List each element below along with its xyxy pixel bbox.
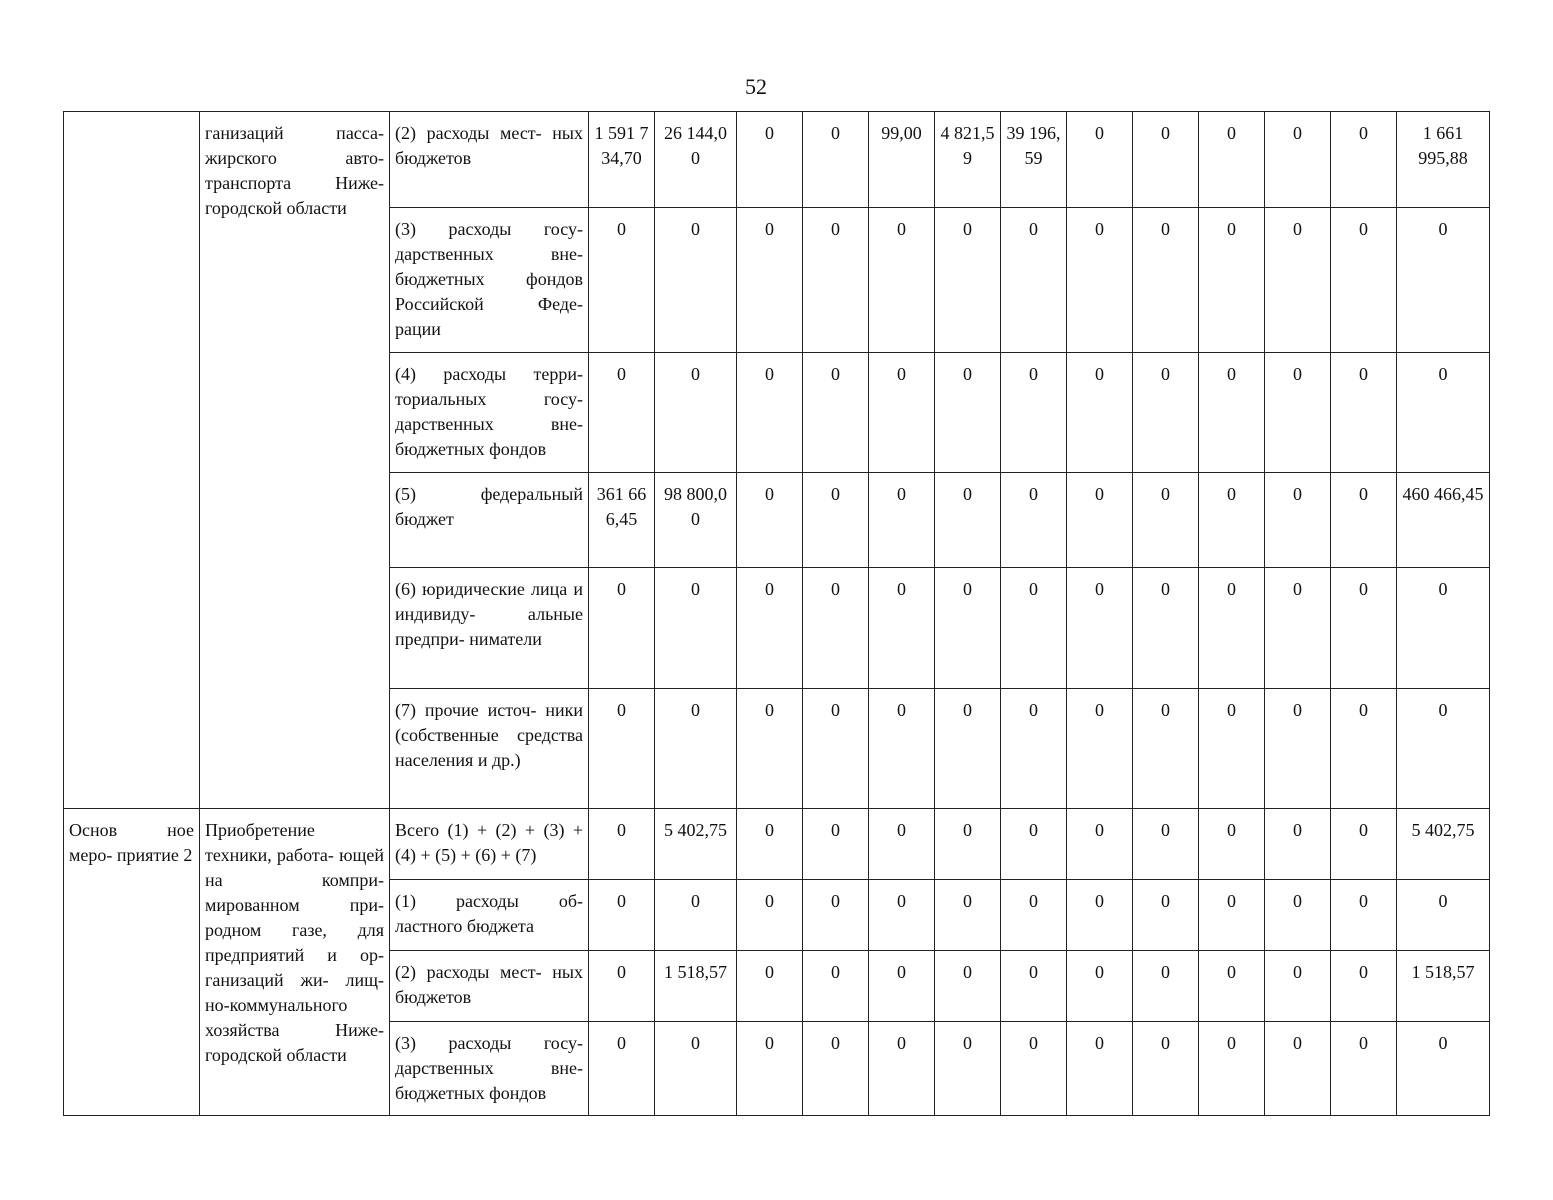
value-cell: 0 bbox=[737, 112, 803, 208]
value-cell: 0 bbox=[1265, 568, 1331, 689]
value-cell: 0 bbox=[1199, 1022, 1265, 1116]
funding-source-cell: (4) расходы терри- ториальных госу- дарственных вне- бюджетных фондов bbox=[390, 353, 589, 473]
value-cell: 0 bbox=[1133, 208, 1199, 353]
value-cell: 0 bbox=[1331, 809, 1397, 880]
value-cell: 0 bbox=[589, 353, 655, 473]
total-value-cell: 5 402,75 bbox=[1397, 809, 1490, 880]
value-cell: 0 bbox=[589, 689, 655, 809]
funding-source-cell: (6) юридические лица и индивиду- альные предпри- ниматели bbox=[390, 568, 589, 689]
value-cell: 0 bbox=[1001, 809, 1067, 880]
value-cell: 98 800,00 bbox=[655, 473, 737, 568]
value-cell: 0 bbox=[1331, 951, 1397, 1022]
value-cell: 0 bbox=[803, 353, 869, 473]
funding-source-cell: Всего (1) + (2) + (3) + (4) + (5) + (6) + (7) bbox=[390, 809, 589, 880]
value-cell: 26 144,00 bbox=[655, 112, 737, 208]
value-cell: 99,00 bbox=[869, 112, 935, 208]
value-cell: 0 bbox=[1001, 353, 1067, 473]
value-cell: 0 bbox=[1067, 951, 1133, 1022]
table-row bbox=[64, 809, 1490, 880]
value-cell: 0 bbox=[803, 809, 869, 880]
funding-source-cell: (2) расходы мест- ных бюджетов bbox=[390, 951, 589, 1022]
value-cell: 0 bbox=[1331, 689, 1397, 809]
value-cell: 0 bbox=[1001, 951, 1067, 1022]
value-cell: 0 bbox=[1199, 568, 1265, 689]
funding-source-cell: (3) расходы госу- дарственных вне- бюджетных фондов Российской Феде- рации bbox=[390, 208, 589, 353]
value-cell: 0 bbox=[1199, 951, 1265, 1022]
value-cell: 0 bbox=[935, 1022, 1001, 1116]
value-cell: 0 bbox=[803, 568, 869, 689]
value-cell: 0 bbox=[1331, 112, 1397, 208]
value-cell: 0 bbox=[935, 568, 1001, 689]
value-cell: 0 bbox=[1001, 473, 1067, 568]
measure-cell bbox=[64, 112, 200, 809]
value-cell: 0 bbox=[737, 880, 803, 951]
value-cell: 0 bbox=[935, 809, 1001, 880]
measure-title-cell: Приобретение техники, работа- ющей на компри- мированном при- родном газе, для предприятий и ор- ганизаций жи- лищ- но-коммунального хозяйства Ниже- городской области bbox=[200, 809, 390, 1116]
value-cell: 0 bbox=[1199, 208, 1265, 353]
value-cell: 0 bbox=[1133, 951, 1199, 1022]
funding-source-cell: (2) расходы мест- ных бюджетов bbox=[390, 112, 589, 208]
total-value-cell: 0 bbox=[1397, 1022, 1490, 1116]
value-cell: 0 bbox=[869, 353, 935, 473]
value-cell: 0 bbox=[1001, 208, 1067, 353]
value-cell: 0 bbox=[1133, 353, 1199, 473]
total-value-cell: 460 466,45 bbox=[1397, 473, 1490, 568]
value-cell: 0 bbox=[1265, 809, 1331, 880]
value-cell: 0 bbox=[737, 951, 803, 1022]
value-cell: 0 bbox=[803, 112, 869, 208]
total-value-cell: 0 bbox=[1397, 208, 1490, 353]
value-cell: 0 bbox=[655, 353, 737, 473]
value-cell: 0 bbox=[1265, 208, 1331, 353]
table-row bbox=[64, 112, 1490, 208]
page-number: 52 bbox=[745, 74, 767, 99]
value-cell: 39 196,59 bbox=[1001, 112, 1067, 208]
value-cell: 0 bbox=[655, 1022, 737, 1116]
total-value-cell: 1 518,57 bbox=[1397, 951, 1490, 1022]
value-cell: 0 bbox=[935, 208, 1001, 353]
total-value-cell: 0 bbox=[1397, 880, 1490, 951]
value-cell: 4 821,59 bbox=[935, 112, 1001, 208]
value-cell: 0 bbox=[1001, 880, 1067, 951]
value-cell: 0 bbox=[655, 208, 737, 353]
measure-title-cell: ганизаций пасса- жирского авто- транспорта Ниже- городской области bbox=[200, 112, 390, 809]
value-cell: 0 bbox=[869, 809, 935, 880]
value-cell: 0 bbox=[1067, 689, 1133, 809]
value-cell: 0 bbox=[1001, 1022, 1067, 1116]
funding-source-cell: (1) расходы об- ластного бюджета bbox=[390, 880, 589, 951]
value-cell: 0 bbox=[655, 689, 737, 809]
value-cell: 0 bbox=[1265, 353, 1331, 473]
value-cell: 0 bbox=[1133, 689, 1199, 809]
total-value-cell: 0 bbox=[1397, 568, 1490, 689]
value-cell: 0 bbox=[589, 208, 655, 353]
funding-source-cell: (7) прочие источ- ники (собственные средства населения и др.) bbox=[390, 689, 589, 809]
value-cell: 0 bbox=[1331, 473, 1397, 568]
value-cell: 0 bbox=[803, 689, 869, 809]
value-cell: 0 bbox=[1331, 880, 1397, 951]
value-cell: 0 bbox=[1265, 1022, 1331, 1116]
value-cell: 0 bbox=[869, 208, 935, 353]
value-cell: 0 bbox=[1067, 208, 1133, 353]
value-cell: 0 bbox=[1067, 809, 1133, 880]
value-cell: 0 bbox=[869, 951, 935, 1022]
value-cell: 0 bbox=[803, 208, 869, 353]
value-cell: 0 bbox=[935, 473, 1001, 568]
value-cell: 0 bbox=[869, 1022, 935, 1116]
value-cell: 0 bbox=[1001, 568, 1067, 689]
value-cell: 0 bbox=[935, 880, 1001, 951]
value-cell: 0 bbox=[1331, 1022, 1397, 1116]
value-cell: 0 bbox=[655, 880, 737, 951]
value-cell: 0 bbox=[1199, 880, 1265, 951]
funding-source-cell: (5) федеральный бюджет bbox=[390, 473, 589, 568]
value-cell: 0 bbox=[935, 951, 1001, 1022]
value-cell: 0 bbox=[737, 208, 803, 353]
value-cell: 0 bbox=[803, 880, 869, 951]
value-cell: 0 bbox=[737, 568, 803, 689]
value-cell: 0 bbox=[1265, 880, 1331, 951]
value-cell: 0 bbox=[1133, 809, 1199, 880]
value-cell: 0 bbox=[1199, 809, 1265, 880]
value-cell: 0 bbox=[1199, 473, 1265, 568]
value-cell: 0 bbox=[1067, 880, 1133, 951]
value-cell: 0 bbox=[1133, 112, 1199, 208]
measure-cell: Основ ное меро- приятие 2 bbox=[64, 809, 200, 1116]
value-cell: 0 bbox=[1331, 208, 1397, 353]
value-cell: 0 bbox=[935, 353, 1001, 473]
value-cell: 0 bbox=[869, 689, 935, 809]
value-cell: 0 bbox=[1265, 951, 1331, 1022]
value-cell: 0 bbox=[737, 689, 803, 809]
value-cell: 0 bbox=[589, 951, 655, 1022]
total-value-cell: 0 bbox=[1397, 353, 1490, 473]
value-cell: 0 bbox=[803, 473, 869, 568]
value-cell: 0 bbox=[1331, 353, 1397, 473]
table-body bbox=[64, 112, 1490, 1116]
value-cell: 0 bbox=[1265, 112, 1331, 208]
value-cell: 0 bbox=[737, 1022, 803, 1116]
value-cell: 0 bbox=[589, 1022, 655, 1116]
value-cell: 0 bbox=[1133, 568, 1199, 689]
value-cell: 0 bbox=[1001, 689, 1067, 809]
funding-source-cell: (3) расходы госу- дарственных вне- бюджетных фондов bbox=[390, 1022, 589, 1116]
value-cell: 0 bbox=[589, 568, 655, 689]
value-cell: 0 bbox=[1199, 353, 1265, 473]
total-value-cell: 0 bbox=[1397, 689, 1490, 809]
value-cell: 0 bbox=[1331, 568, 1397, 689]
value-cell: 0 bbox=[1133, 880, 1199, 951]
value-cell: 0 bbox=[1067, 353, 1133, 473]
value-cell: 0 bbox=[589, 880, 655, 951]
value-cell: 0 bbox=[1067, 112, 1133, 208]
value-cell: 0 bbox=[589, 809, 655, 880]
value-cell: 0 bbox=[1265, 689, 1331, 809]
value-cell: 0 bbox=[869, 568, 935, 689]
value-cell: 0 bbox=[935, 689, 1001, 809]
total-value-cell: 1 661 995,88 bbox=[1397, 112, 1490, 208]
value-cell: 0 bbox=[1133, 1022, 1199, 1116]
value-cell: 1 591 734,70 bbox=[589, 112, 655, 208]
value-cell: 0 bbox=[737, 473, 803, 568]
value-cell: 0 bbox=[1265, 473, 1331, 568]
value-cell: 361 666,45 bbox=[589, 473, 655, 568]
value-cell: 0 bbox=[803, 951, 869, 1022]
value-cell: 0 bbox=[803, 1022, 869, 1116]
value-cell: 0 bbox=[1133, 473, 1199, 568]
value-cell: 0 bbox=[737, 809, 803, 880]
value-cell: 0 bbox=[1199, 112, 1265, 208]
value-cell: 1 518,57 bbox=[655, 951, 737, 1022]
value-cell: 0 bbox=[869, 880, 935, 951]
value-cell: 0 bbox=[1067, 1022, 1133, 1116]
value-cell: 0 bbox=[655, 568, 737, 689]
value-cell: 0 bbox=[1199, 689, 1265, 809]
value-cell: 0 bbox=[737, 353, 803, 473]
value-cell: 0 bbox=[1067, 568, 1133, 689]
value-cell: 0 bbox=[1067, 473, 1133, 568]
budget-table bbox=[63, 111, 1490, 1116]
value-cell: 0 bbox=[869, 473, 935, 568]
value-cell: 5 402,75 bbox=[655, 809, 737, 880]
